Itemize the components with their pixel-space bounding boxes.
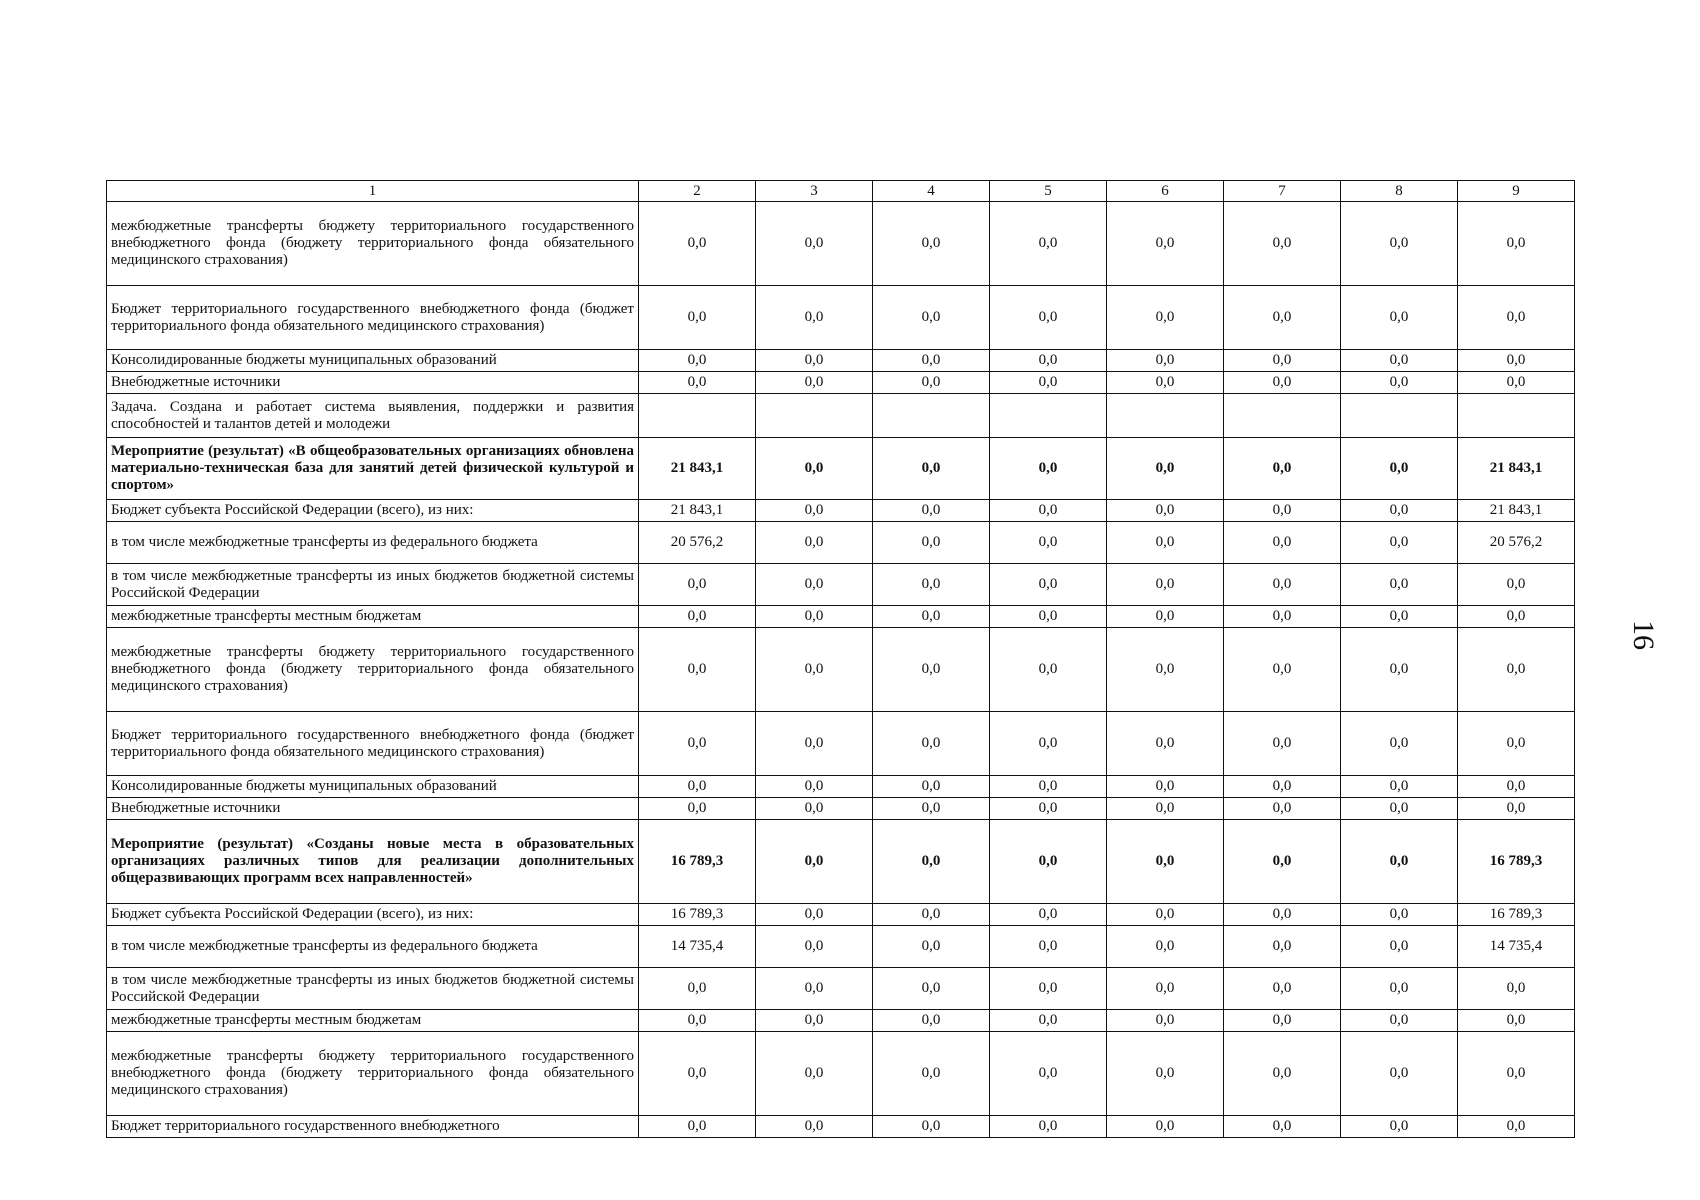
value-cell-col-3: 0,0 [756,1032,873,1116]
value-cell-col-7 [1224,394,1341,438]
table-row [107,1010,1575,1032]
value-cell-col-2: 0,0 [639,798,756,820]
table-row [107,904,1575,926]
value-cell-col-7: 0,0 [1224,564,1341,606]
value-cell-col-8: 0,0 [1341,712,1458,776]
value-cell-col-7: 0,0 [1224,798,1341,820]
table-row [107,712,1575,776]
row-label: Бюджет территориального государственного внебюджетного фонда (бюджет территориального фонда обязательного медицинского страхования) [107,286,639,350]
value-cell-col-2: 14 735,4 [639,926,756,968]
value-cell-col-5: 0,0 [990,1116,1107,1138]
value-cell-col-2: 0,0 [639,372,756,394]
value-cell-col-3: 0,0 [756,926,873,968]
value-cell-col-8: 0,0 [1341,438,1458,500]
value-cell-col-3: 0,0 [756,350,873,372]
value-cell-col-2: 0,0 [639,1116,756,1138]
value-cell-col-5: 0,0 [990,968,1107,1010]
row-label: Консолидированные бюджеты муниципальных образований [107,776,639,798]
value-cell-col-9: 0,0 [1458,628,1575,712]
value-cell-col-5: 0,0 [990,564,1107,606]
row-label: межбюджетные трансферты местным бюджетам [107,1010,639,1032]
value-cell-col-6: 0,0 [1107,904,1224,926]
value-cell-col-5: 0,0 [990,926,1107,968]
row-label: межбюджетные трансферты бюджету территориального государственного внебюджетного фонда (бюджету территориального фонда обязательного медицинского страхования) [107,628,639,712]
value-cell-col-6 [1107,394,1224,438]
value-cell-col-9: 21 843,1 [1458,438,1575,500]
value-cell-col-8: 0,0 [1341,1116,1458,1138]
row-label: в том числе межбюджетные трансферты из федерального бюджета [107,926,639,968]
value-cell-col-3: 0,0 [756,606,873,628]
value-cell-col-3: 0,0 [756,564,873,606]
header-col-4: 4 [873,181,990,202]
row-label: межбюджетные трансферты местным бюджетам [107,606,639,628]
value-cell-col-5 [990,394,1107,438]
value-cell-col-4: 0,0 [873,904,990,926]
value-cell-col-9: 0,0 [1458,968,1575,1010]
value-cell-col-7: 0,0 [1224,286,1341,350]
value-cell-col-5: 0,0 [990,1010,1107,1032]
value-cell-col-6: 0,0 [1107,1032,1224,1116]
value-cell-col-5: 0,0 [990,372,1107,394]
table-row [107,1032,1575,1116]
table-row [107,350,1575,372]
row-label: Бюджет территориального государственного внебюджетного фонда (бюджет территориального фонда обязательного медицинского страхования) [107,712,639,776]
value-cell-col-9: 0,0 [1458,1116,1575,1138]
value-cell-col-2: 0,0 [639,712,756,776]
value-cell-col-2: 0,0 [639,350,756,372]
row-label: в том числе межбюджетные трансферты из федерального бюджета [107,522,639,564]
table-body [107,202,1575,1138]
row-label: межбюджетные трансферты бюджету территориального государственного внебюджетного фонда (бюджету территориального фонда обязательного медицинского страхования) [107,202,639,286]
row-label: Задача. Создана и работает система выявления, поддержки и развития способностей и талантов детей и молодежи [107,394,639,438]
value-cell-col-7: 0,0 [1224,820,1341,904]
value-cell-col-6: 0,0 [1107,776,1224,798]
table-row [107,372,1575,394]
value-cell-col-5: 0,0 [990,820,1107,904]
value-cell-col-6: 0,0 [1107,438,1224,500]
header-col-2: 2 [639,181,756,202]
value-cell-col-3: 0,0 [756,372,873,394]
value-cell-col-7: 0,0 [1224,968,1341,1010]
table-row [107,606,1575,628]
value-cell-col-9: 0,0 [1458,776,1575,798]
value-cell-col-6: 0,0 [1107,286,1224,350]
row-label: Мероприятие (результат) «В общеобразовательных организациях обновлена материально-техническая база для занятий детей физической культурой и спортом» [107,438,639,500]
value-cell-col-6: 0,0 [1107,628,1224,712]
value-cell-col-4: 0,0 [873,628,990,712]
value-cell-col-3 [756,394,873,438]
row-label: межбюджетные трансферты бюджету территориального государственного внебюджетного фонда (бюджету территориального фонда обязательного медицинского страхования) [107,1032,639,1116]
value-cell-col-6: 0,0 [1107,1010,1224,1032]
value-cell-col-4: 0,0 [873,1032,990,1116]
value-cell-col-6: 0,0 [1107,798,1224,820]
value-cell-col-9: 14 735,4 [1458,926,1575,968]
page-number: 16 [1627,620,1660,650]
row-label: Бюджет территориального государственного внебюджетного [107,1116,639,1138]
value-cell-col-7: 0,0 [1224,606,1341,628]
value-cell-col-5: 0,0 [990,776,1107,798]
value-cell-col-6: 0,0 [1107,926,1224,968]
value-cell-col-6: 0,0 [1107,968,1224,1010]
value-cell-col-7: 0,0 [1224,926,1341,968]
value-cell-col-4: 0,0 [873,606,990,628]
value-cell-col-9 [1458,394,1575,438]
table-row [107,1116,1575,1138]
table-row [107,500,1575,522]
value-cell-col-2: 0,0 [639,776,756,798]
value-cell-col-6: 0,0 [1107,564,1224,606]
value-cell-col-5: 0,0 [990,1032,1107,1116]
table-row [107,628,1575,712]
header-col-6: 6 [1107,181,1224,202]
value-cell-col-9: 21 843,1 [1458,500,1575,522]
value-cell-col-9: 16 789,3 [1458,904,1575,926]
table-row [107,438,1575,500]
value-cell-col-4: 0,0 [873,1116,990,1138]
value-cell-col-7: 0,0 [1224,438,1341,500]
value-cell-col-5: 0,0 [990,202,1107,286]
value-cell-col-4: 0,0 [873,372,990,394]
value-cell-col-5: 0,0 [990,350,1107,372]
value-cell-col-5: 0,0 [990,628,1107,712]
value-cell-col-6: 0,0 [1107,1116,1224,1138]
row-label: Консолидированные бюджеты муниципальных образований [107,350,639,372]
value-cell-col-4: 0,0 [873,1010,990,1032]
value-cell-col-3: 0,0 [756,776,873,798]
value-cell-col-8: 0,0 [1341,202,1458,286]
header-col-9: 9 [1458,181,1575,202]
value-cell-col-6: 0,0 [1107,820,1224,904]
table-row [107,820,1575,904]
value-cell-col-4: 0,0 [873,926,990,968]
row-label: в том числе межбюджетные трансферты из иных бюджетов бюджетной системы Российской Федерации [107,564,639,606]
value-cell-col-3: 0,0 [756,202,873,286]
row-label: Бюджет субъекта Российской Федерации (всего), из них: [107,500,639,522]
value-cell-col-8: 0,0 [1341,904,1458,926]
value-cell-col-3: 0,0 [756,820,873,904]
header-col-1: 1 [107,181,639,202]
value-cell-col-6: 0,0 [1107,202,1224,286]
value-cell-col-4: 0,0 [873,564,990,606]
table-row [107,522,1575,564]
value-cell-col-8: 0,0 [1341,776,1458,798]
value-cell-col-6: 0,0 [1107,350,1224,372]
value-cell-col-8: 0,0 [1341,286,1458,350]
value-cell-col-4: 0,0 [873,438,990,500]
value-cell-col-4: 0,0 [873,820,990,904]
value-cell-col-7: 0,0 [1224,904,1341,926]
value-cell-col-7: 0,0 [1224,202,1341,286]
value-cell-col-7: 0,0 [1224,628,1341,712]
value-cell-col-8: 0,0 [1341,820,1458,904]
value-cell-col-3: 0,0 [756,286,873,350]
table-row [107,968,1575,1010]
value-cell-col-9: 0,0 [1458,1032,1575,1116]
value-cell-col-2: 0,0 [639,968,756,1010]
value-cell-col-5: 0,0 [990,522,1107,564]
value-cell-col-4: 0,0 [873,712,990,776]
value-cell-col-3: 0,0 [756,712,873,776]
budget-table [106,180,1575,1138]
value-cell-col-3: 0,0 [756,1116,873,1138]
value-cell-col-8: 0,0 [1341,522,1458,564]
value-cell-col-2: 16 789,3 [639,904,756,926]
value-cell-col-9: 16 789,3 [1458,820,1575,904]
value-cell-col-2: 0,0 [639,202,756,286]
value-cell-col-3: 0,0 [756,628,873,712]
table-row [107,798,1575,820]
row-label: Бюджет субъекта Российской Федерации (всего), из них: [107,904,639,926]
value-cell-col-4 [873,394,990,438]
header-col-5: 5 [990,181,1107,202]
value-cell-col-3: 0,0 [756,1010,873,1032]
value-cell-col-7: 0,0 [1224,776,1341,798]
value-cell-col-4: 0,0 [873,798,990,820]
table-row [107,926,1575,968]
value-cell-col-7: 0,0 [1224,1032,1341,1116]
value-cell-col-8: 0,0 [1341,350,1458,372]
value-cell-col-8: 0,0 [1341,564,1458,606]
table-header-row [107,181,1575,202]
value-cell-col-6: 0,0 [1107,372,1224,394]
value-cell-col-5: 0,0 [990,438,1107,500]
table-row [107,202,1575,286]
value-cell-col-3: 0,0 [756,904,873,926]
value-cell-col-9: 0,0 [1458,372,1575,394]
value-cell-col-4: 0,0 [873,500,990,522]
value-cell-col-2: 0,0 [639,564,756,606]
value-cell-col-2: 0,0 [639,606,756,628]
value-cell-col-2: 21 843,1 [639,500,756,522]
value-cell-col-9: 0,0 [1458,1010,1575,1032]
value-cell-col-8: 0,0 [1341,926,1458,968]
value-cell-col-2: 21 843,1 [639,438,756,500]
table-row [107,776,1575,798]
value-cell-col-2: 0,0 [639,1032,756,1116]
value-cell-col-8: 0,0 [1341,798,1458,820]
value-cell-col-8: 0,0 [1341,606,1458,628]
table-row [107,394,1575,438]
value-cell-col-9: 0,0 [1458,286,1575,350]
row-label: Мероприятие (результат) «Созданы новые места в образовательных организациях различных типов для реализации дополнительных общеразвивающих программ всех направленностей» [107,820,639,904]
value-cell-col-3: 0,0 [756,798,873,820]
value-cell-col-4: 0,0 [873,522,990,564]
value-cell-col-5: 0,0 [990,904,1107,926]
value-cell-col-8: 0,0 [1341,372,1458,394]
value-cell-col-9: 0,0 [1458,564,1575,606]
value-cell-col-9: 20 576,2 [1458,522,1575,564]
value-cell-col-7: 0,0 [1224,372,1341,394]
value-cell-col-5: 0,0 [990,798,1107,820]
value-cell-col-2: 0,0 [639,286,756,350]
value-cell-col-8: 0,0 [1341,1010,1458,1032]
value-cell-col-9: 0,0 [1458,712,1575,776]
value-cell-col-8 [1341,394,1458,438]
header-col-3: 3 [756,181,873,202]
row-label: Внебюджетные источники [107,798,639,820]
value-cell-col-9: 0,0 [1458,202,1575,286]
value-cell-col-7: 0,0 [1224,1116,1341,1138]
value-cell-col-7: 0,0 [1224,712,1341,776]
value-cell-col-7: 0,0 [1224,522,1341,564]
value-cell-col-8: 0,0 [1341,628,1458,712]
row-label: Внебюджетные источники [107,372,639,394]
value-cell-col-5: 0,0 [990,606,1107,628]
value-cell-col-2: 0,0 [639,628,756,712]
value-cell-col-8: 0,0 [1341,1032,1458,1116]
value-cell-col-8: 0,0 [1341,968,1458,1010]
value-cell-col-9: 0,0 [1458,798,1575,820]
value-cell-col-2: 0,0 [639,1010,756,1032]
table-row [107,564,1575,606]
value-cell-col-4: 0,0 [873,202,990,286]
value-cell-col-3: 0,0 [756,500,873,522]
value-cell-col-5: 0,0 [990,286,1107,350]
value-cell-col-2: 16 789,3 [639,820,756,904]
value-cell-col-3: 0,0 [756,968,873,1010]
value-cell-col-7: 0,0 [1224,350,1341,372]
value-cell-col-2 [639,394,756,438]
value-cell-col-4: 0,0 [873,968,990,1010]
header-col-8: 8 [1341,181,1458,202]
value-cell-col-5: 0,0 [990,500,1107,522]
value-cell-col-5: 0,0 [990,712,1107,776]
value-cell-col-6: 0,0 [1107,606,1224,628]
value-cell-col-6: 0,0 [1107,712,1224,776]
value-cell-col-2: 20 576,2 [639,522,756,564]
value-cell-col-4: 0,0 [873,776,990,798]
value-cell-col-4: 0,0 [873,350,990,372]
value-cell-col-4: 0,0 [873,286,990,350]
table-row [107,286,1575,350]
value-cell-col-7: 0,0 [1224,500,1341,522]
value-cell-col-9: 0,0 [1458,350,1575,372]
value-cell-col-7: 0,0 [1224,1010,1341,1032]
value-cell-col-6: 0,0 [1107,522,1224,564]
row-label: в том числе межбюджетные трансферты из иных бюджетов бюджетной системы Российской Федерации [107,968,639,1010]
value-cell-col-3: 0,0 [756,438,873,500]
value-cell-col-3: 0,0 [756,522,873,564]
value-cell-col-8: 0,0 [1341,500,1458,522]
value-cell-col-9: 0,0 [1458,606,1575,628]
header-col-7: 7 [1224,181,1341,202]
value-cell-col-6: 0,0 [1107,500,1224,522]
